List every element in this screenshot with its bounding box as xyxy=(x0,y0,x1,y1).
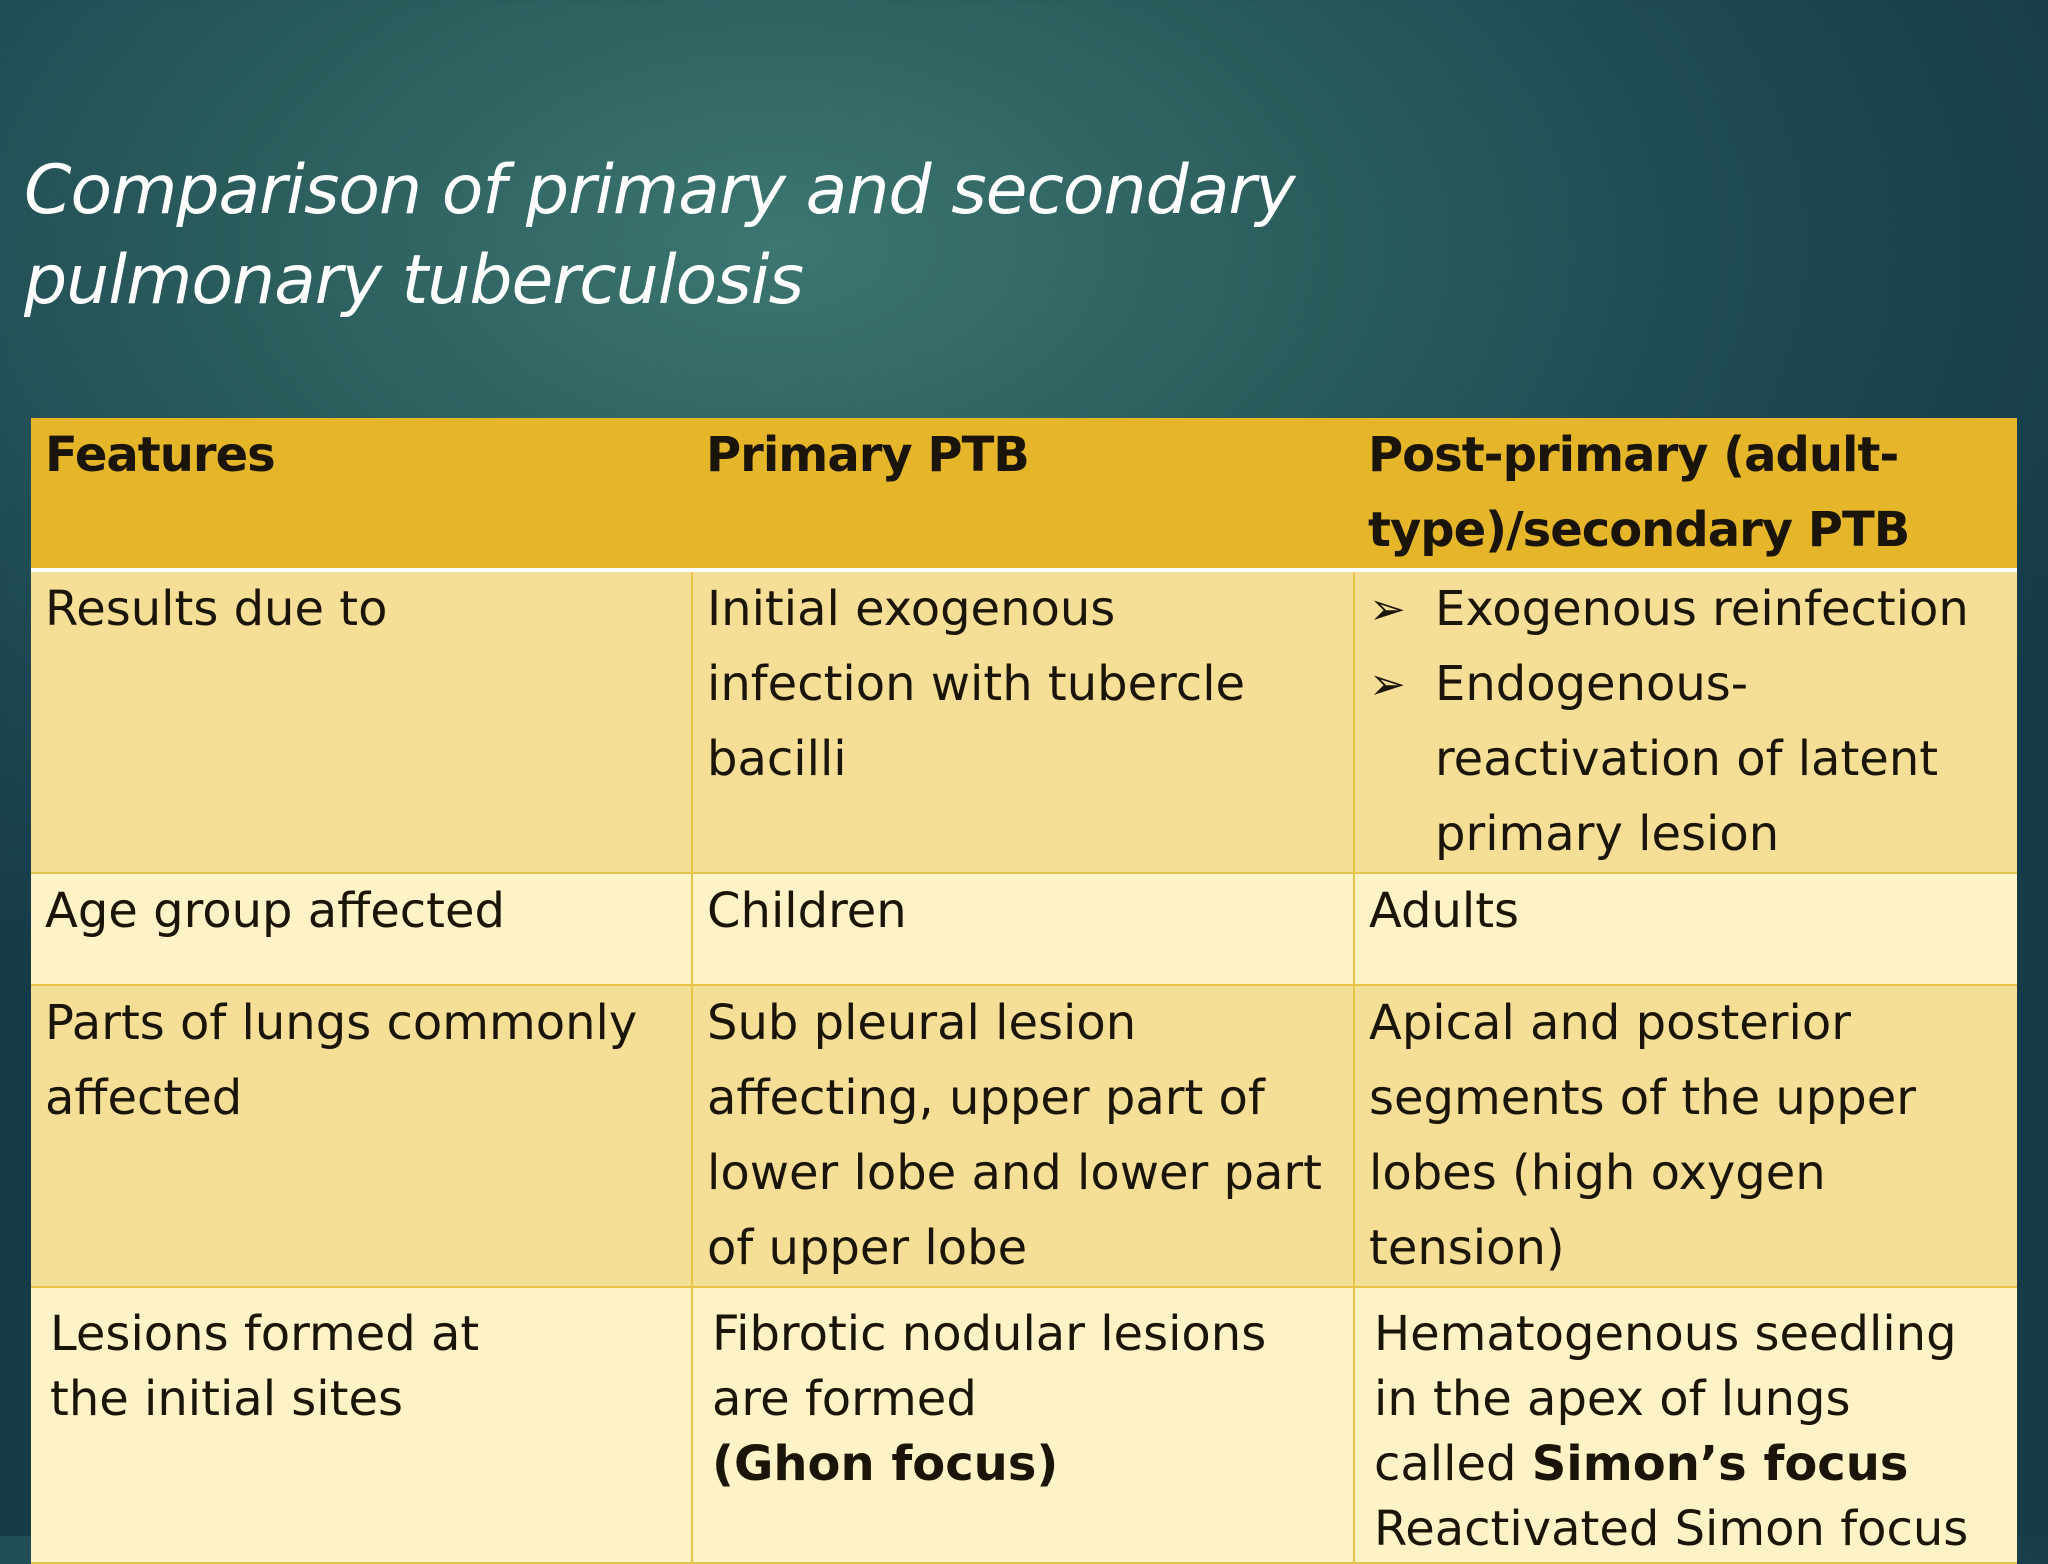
text-line: are formed xyxy=(712,1371,977,1427)
ghon-focus-label: (Ghon focus) xyxy=(712,1436,1059,1492)
cell-secondary-lesions xyxy=(1354,1287,2017,1563)
cell-primary-results: Initial exogenous infection with tubercle bacilli xyxy=(692,570,1354,873)
text-line: Hematogenous seedling xyxy=(1374,1306,1957,1362)
text-line: in the apex of lungs xyxy=(1374,1371,1851,1427)
cell-primary-parts: Sub pleural lesion affecting, upper part of lower lobe and lower part of upper lobe xyxy=(692,985,1354,1287)
bullet-text: Endogenous-reactivation of latent primary lesion xyxy=(1435,656,1939,862)
slide-title-line-1: Comparison of primary and secondary xyxy=(24,151,1295,230)
cell-primary-lesions xyxy=(692,1287,1354,1563)
text-line: Reactivated Simon focus xyxy=(1374,1501,1969,1557)
table-row xyxy=(31,570,2017,873)
comparison-table xyxy=(31,418,2017,1564)
table-row xyxy=(31,1287,2017,1563)
cell-feature-parts: Parts of lungs commonly affected xyxy=(31,985,692,1287)
arrowhead-bullet-icon: ➢ xyxy=(1369,659,1406,710)
bullet-list xyxy=(1369,572,2003,872)
arrowhead-bullet-icon: ➢ xyxy=(1369,584,1406,635)
header-secondary: Post-primary (adult-type)/secondary PTB xyxy=(1354,418,2017,570)
text-line: the initial sites xyxy=(50,1371,403,1427)
table-row xyxy=(31,873,2017,985)
table-header-row xyxy=(31,418,2017,570)
cell-secondary-age: Adults xyxy=(1354,873,2017,985)
bullet-text: Exogenous reinfection xyxy=(1435,581,1969,637)
cell-primary-age: Children xyxy=(692,873,1354,985)
list-item xyxy=(1369,572,2003,647)
simon-focus-label: Simon’s focus xyxy=(1531,1436,1909,1492)
text-line: called xyxy=(1374,1436,1532,1492)
cell-secondary-results xyxy=(1354,570,2017,873)
header-primary: Primary PTB xyxy=(692,418,1354,570)
header-features: Features xyxy=(31,418,692,570)
slide-title-line-2: pulmonary tuberculosis xyxy=(24,241,804,320)
text-line: Lesions formed at xyxy=(50,1306,480,1362)
cell-feature-lesions xyxy=(31,1287,692,1563)
cell-feature-results: Results due to xyxy=(31,570,692,873)
list-item xyxy=(1369,647,2003,872)
text-line: Fibrotic nodular lesions xyxy=(712,1306,1267,1362)
cell-feature-age: Age group affected xyxy=(31,873,692,985)
cell-secondary-parts: Apical and posterior segments of the upper lobes (high oxygen tension) xyxy=(1354,985,2017,1287)
slide-title xyxy=(24,146,1424,326)
table-row xyxy=(31,985,2017,1287)
